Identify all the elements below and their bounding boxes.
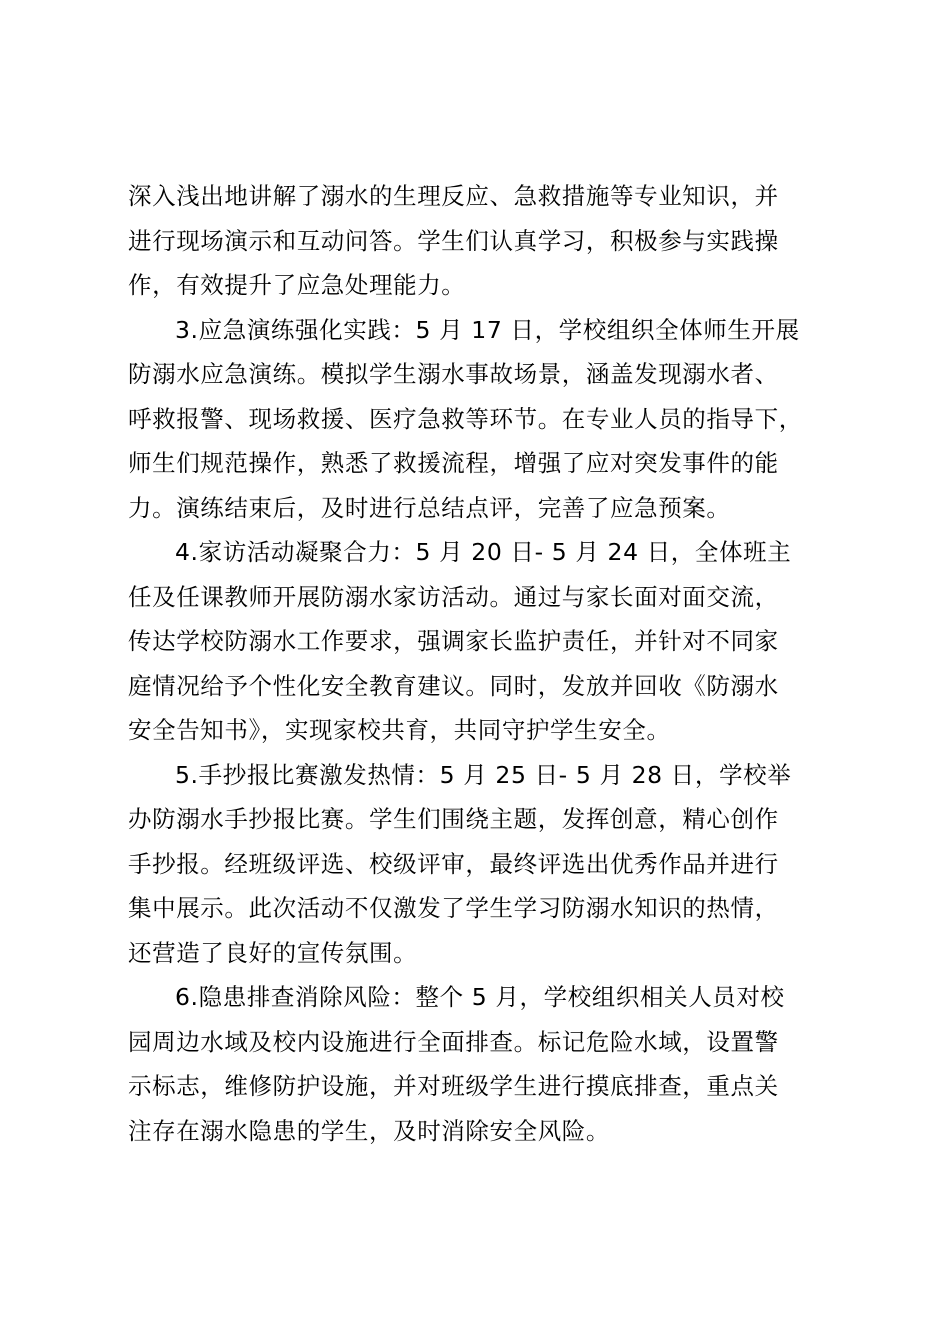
text-line: 安全告知书》，实现家校共育，共同守护学生安全。 [128,716,671,744]
text-line: 传达学校防溺水工作要求，强调家长监护责任，并针对不同家 [128,627,779,655]
text-line: 示标志，维修防护设施，并对班级学生进行摸底排查，重点关 [128,1072,779,1100]
text-line: 作，有效提升了应急处理能力。 [128,271,466,299]
text-line: 6.隐患排查消除风险：整个 5 月，学校组织相关人员对校 [175,983,785,1011]
document-body [128,174,833,1153]
text-line: 还营造了良好的宣传氛围。 [128,938,418,967]
text-line: 注存在溺水隐患的学生，及时消除安全风险。 [128,1116,610,1145]
text-line: 集中展示。此次活动不仅激发了学生学习防溺水知识的热情， [128,894,779,922]
paragraph-item-4 [128,530,833,753]
text-line: 进行现场演示和互动问答。学生们认真学习，积极参与实践操 [128,226,779,255]
paragraph-item-3 [128,308,833,531]
text-line: 4.家访活动凝聚合力：5 月 20 日- 5 月 24 日，全体班主 [175,538,792,566]
text-line: 防溺水应急演练。模拟学生溺水事故场景，涵盖发现溺水者、 [128,360,779,388]
paragraph-continuation [128,174,833,308]
text-line: 3.应急演练强化实践：5 月 17 日，学校组织全体师生开展 [175,315,800,344]
paragraph-item-6 [128,975,833,1153]
text-line: 呼救报警、现场救援、医疗急救等环节。在专业人员的指导下， [128,404,803,433]
paragraph-item-5 [128,753,833,976]
text-line: 庭情况给予个性化安全教育建议。同时，发放并回收《防溺水 [128,671,779,700]
text-line: 师生们规范操作，熟悉了救援流程，增强了应对突发事件的能 [128,449,779,477]
text-line: 5.手抄报比赛激发热情：5 月 25 日- 5 月 28 日，学校举 [175,760,792,789]
text-line: 园周边水域及校内设施进行全面排查。标记危险水域，设置警 [128,1027,779,1056]
text-line: 深入浅出地讲解了溺水的生理反应、急救措施等专业知识，并 [128,182,779,210]
text-line: 办防溺水手抄报比赛。学生们围绕主题，发挥创意，精心创作 [128,805,779,833]
text-line: 任及任课教师开展防溺水家访活动。通过与家长面对面交流， [128,582,779,611]
text-line: 力。演练结束后，及时进行总结点评，完善了应急预案。 [128,493,731,522]
text-line: 手抄报。经班级评选、校级评审，最终评选出优秀作品并进行 [128,849,779,878]
